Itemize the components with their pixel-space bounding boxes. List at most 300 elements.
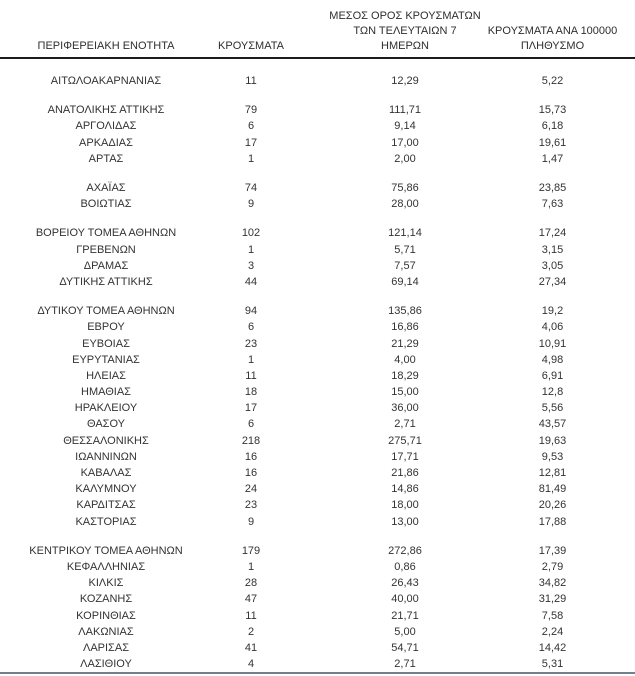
cases-per-100000-value: 2,24 [541, 625, 564, 638]
cases-per-100000-value-cell [520, 465, 635, 481]
cases-per-100000-value: 6,91 [541, 369, 564, 382]
cases-value-cell [212, 196, 290, 212]
regional-unit-name-cell [0, 543, 212, 559]
table-row [0, 449, 635, 465]
table-row [0, 575, 635, 591]
cases-per-100000-value-cell [520, 575, 635, 591]
regional-unit-name: ΚΟΡΙΝΘΙΑΣ [76, 609, 136, 622]
cases-per-100000-value-cell [520, 303, 635, 319]
regional-unit-name: ΚΕΝΤΡΙΚΟΥ ΤΟΜΕΑ ΑΘΗΝΩΝ [29, 544, 183, 557]
column-header-regional-unit [0, 39, 212, 54]
7day-average-value-cell [290, 575, 520, 591]
cases-value-cell [212, 258, 290, 274]
regional-unit-name-cell [0, 384, 212, 400]
cases-value: 74 [244, 182, 258, 195]
regional-unit-name-cell [0, 591, 212, 607]
cases-per-100000-value-cell [520, 481, 635, 497]
cases-per-100000-value: 81,49 [538, 483, 567, 496]
cases-value-cell [212, 543, 290, 559]
cases-value: 6 [247, 321, 255, 334]
cases-per-100000-value-cell [520, 242, 635, 258]
cases-per-100000-value-cell [520, 514, 635, 530]
cases-value-cell [212, 352, 290, 368]
region-group [0, 73, 635, 89]
regional-unit-name: ΚΕΦΑΛΛΗΝΙΑΣ [66, 560, 146, 573]
table-row [0, 384, 635, 400]
7day-average-value-cell [290, 607, 520, 623]
cases-per-100000-value-cell [520, 118, 635, 134]
cases-per-100000-value-cell [520, 656, 635, 672]
cases-value-cell [212, 335, 290, 351]
cases-value-cell [212, 575, 290, 591]
7day-average-value: 272,86 [388, 544, 422, 557]
cases-per-100000-value-cell [520, 543, 635, 559]
table-row [0, 180, 635, 196]
7day-average-value: 17,71 [391, 450, 419, 463]
7day-average-value: 135,86 [388, 305, 422, 318]
cases-value: 16 [244, 450, 258, 463]
cases-per-100000-value: 19,63 [538, 434, 567, 447]
cases-value-cell [212, 400, 290, 416]
regional-unit-name: ΚΑΡΔΙΤΣΑΣ [76, 499, 136, 512]
7day-average-value-cell [290, 481, 520, 497]
7day-average-value-cell [290, 73, 520, 89]
7day-average-value-cell [290, 102, 520, 118]
regional-unit-name-cell [0, 335, 212, 351]
cases-per-100000-value: 12,8 [541, 386, 564, 399]
table-row [0, 656, 635, 672]
7day-average-value-cell [290, 319, 520, 335]
cases-value: 23 [244, 337, 258, 350]
cases-per-100000-value: 4,98 [541, 353, 564, 366]
cases-per-100000-value: 1,47 [541, 152, 564, 165]
regional-unit-name-cell [0, 640, 212, 656]
region-group [0, 543, 635, 673]
7day-average-value: 13,00 [391, 515, 419, 528]
cases-value: 11 [245, 609, 257, 622]
7day-average-value-cell [290, 384, 520, 400]
table-row [0, 319, 635, 335]
regional-unit-name-cell [0, 225, 212, 241]
7day-average-value: 75,86 [391, 182, 419, 195]
cases-value-cell [212, 481, 290, 497]
cases-per-100000-value: 5,22 [541, 75, 564, 88]
cases-value-cell [212, 225, 290, 241]
cases-value: 1 [247, 353, 255, 366]
table-row [0, 514, 635, 530]
column-header-cases [212, 39, 290, 54]
7day-average-value-cell [290, 118, 520, 134]
regional-unit-name-cell [0, 607, 212, 623]
7day-average-value-cell [290, 335, 520, 351]
cases-per-100000-value-cell [520, 180, 635, 196]
7day-average-value: 28,00 [391, 198, 419, 211]
7day-average-value-cell [290, 591, 520, 607]
regional-unit-name: ΛΑΚΩΝΙΑΣ [78, 625, 134, 638]
cases-per-100000-value-cell [520, 335, 635, 351]
regional-unit-name-cell [0, 575, 212, 591]
7day-average-value: 69,14 [391, 275, 419, 288]
cases-value-cell [212, 180, 290, 196]
regional-unit-name: ΕΒΡΟΥ [87, 321, 125, 334]
cases-per-100000-value-cell [520, 352, 635, 368]
regional-unit-name: ΑΡΓΟΛΙΔΑΣ [75, 120, 137, 133]
7day-average-value-cell [290, 416, 520, 432]
regional-unit-name-cell [0, 135, 212, 151]
cases-per-100000-value: 3,15 [541, 243, 564, 256]
7day-average-value-cell [290, 543, 520, 559]
cases-per-100000-value: 27,34 [538, 275, 567, 288]
7day-average-value: 5,00 [394, 625, 416, 638]
regional-unit-name-cell [0, 258, 212, 274]
cases-value: 44 [244, 275, 258, 288]
7day-average-value: 2,00 [394, 152, 416, 165]
7day-average-value: 18,00 [391, 499, 419, 512]
regional-unit-name: ΔΡΑΜΑΣ [83, 259, 129, 272]
cases-value: 9 [247, 198, 255, 211]
cases-per-100000-value: 34,82 [538, 577, 567, 590]
7day-average-value: 275,71 [388, 434, 422, 447]
cases-value-cell [212, 73, 290, 89]
7day-average-value-cell [290, 180, 520, 196]
7day-average-value-cell [290, 352, 520, 368]
7day-average-value: 0,86 [394, 560, 416, 573]
cases-per-100000-value: 17,88 [538, 515, 567, 528]
cases-value-cell [212, 497, 290, 513]
cases-per-100000-value-cell [520, 368, 635, 384]
cases-value: 23 [244, 499, 258, 512]
cases-per-100000-value-cell [520, 640, 635, 656]
table-row [0, 196, 635, 212]
regional-unit-name: ΕΥΒΟΙΑΣ [82, 337, 130, 350]
regional-unit-name-cell [0, 497, 212, 513]
regional-unit-name-cell [0, 274, 212, 290]
cases-value: 28 [244, 577, 258, 590]
regional-unit-name: ΚΑΒΑΛΑΣ [80, 467, 132, 480]
table-row [0, 352, 635, 368]
7day-average-value: 2,71 [394, 418, 416, 431]
cases-per-100000-value-cell [520, 319, 635, 335]
cases-per-100000-value-cell [520, 274, 635, 290]
7day-average-value-cell [290, 433, 520, 449]
cases-value-cell [212, 559, 290, 575]
table-row [0, 368, 635, 384]
cases-value: 4 [247, 658, 255, 671]
cases-per-100000-value-cell [520, 416, 635, 432]
cases-per-100000-value: 23,85 [538, 182, 567, 195]
cases-value: 3 [247, 259, 255, 272]
7day-average-value-cell [290, 274, 520, 290]
table-row [0, 274, 635, 290]
7day-average-value: 54,71 [391, 641, 419, 654]
cases-per-100000-value: 2,79 [541, 560, 564, 573]
cases-per-100000-value: 17,39 [538, 544, 567, 557]
cases-per-100000-value: 20,26 [538, 499, 567, 512]
regional-unit-name: ΛΑΡΙΣΑΣ [82, 641, 129, 654]
cases-value: 218 [241, 434, 261, 447]
7day-average-value: 36,00 [391, 402, 419, 415]
cases-value: 79 [244, 104, 258, 117]
table-row [0, 73, 635, 89]
table-row [0, 416, 635, 432]
regional-unit-name: ΘΕΣΣΑΛΟΝΙΚΗΣ [63, 434, 149, 447]
regional-unit-name: ΑΡΤΑΣ [88, 152, 124, 165]
7day-average-value: 4,00 [394, 353, 416, 366]
cases-per-100000-value-cell [520, 591, 635, 607]
cases-per-100000-value: 9,53 [541, 450, 564, 463]
cases-value: 41 [244, 641, 258, 654]
7day-average-value-cell [290, 135, 520, 151]
cases-value: 47 [244, 593, 258, 606]
cases-per-100000-value: 6,18 [541, 120, 564, 133]
table-row [0, 543, 635, 559]
table-row [0, 465, 635, 481]
7day-average-value: 2,71 [394, 658, 416, 671]
cases-per-100000-value-cell [520, 102, 635, 118]
region-group [0, 225, 635, 290]
regional-unit-name: ΒΟΙΩΤΙΑΣ [80, 198, 132, 211]
regional-unit-name-cell [0, 196, 212, 212]
cases-per-100000-value: 19,61 [538, 136, 567, 149]
regional-unit-name-cell [0, 368, 212, 384]
regional-unit-name-cell [0, 465, 212, 481]
cases-per-100000-value: 4,06 [541, 321, 564, 334]
regional-unit-name: ΚΟΖΑΝΗΣ [79, 593, 133, 606]
regional-unit-name: ΑΙΤΩΛΟΑΚΑΡΝΑΝΙΑΣ [50, 75, 162, 88]
regional-unit-name: ΚΙΛΚΙΣ [88, 577, 124, 590]
7day-average-value-cell [290, 465, 520, 481]
regional-unit-name: ΑΧΑΪΑΣ [86, 182, 126, 195]
cases-value: 16 [244, 467, 258, 480]
cases-per-100000-value: 5,56 [541, 402, 564, 415]
region-group [0, 303, 635, 530]
7day-average-value-cell [290, 196, 520, 212]
table-row [0, 335, 635, 351]
cases-value-cell [212, 640, 290, 656]
column-header-cases-per-100000 [487, 24, 635, 54]
7day-average-value: 5,71 [394, 243, 416, 256]
cases-value-cell [212, 303, 290, 319]
7day-average-value: 121,14 [388, 227, 422, 240]
7day-average-value: 111,71 [388, 104, 421, 117]
cases-per-100000-value-cell [520, 384, 635, 400]
regional-unit-name-cell [0, 624, 212, 640]
cases-per-100000-value-cell [520, 151, 635, 167]
cases-value: 1 [247, 243, 255, 256]
regional-unit-name: ΑΝΑΤΟΛΙΚΗΣ ΑΤΤΙΚΗΣ [47, 104, 165, 117]
7day-average-value: 21,29 [391, 337, 419, 350]
table-row [0, 497, 635, 513]
cases-value: 11 [245, 369, 257, 382]
regional-unit-name: ΒΟΡΕΙΟΥ ΤΟΜΕΑ ΑΘΗΝΩΝ [35, 227, 177, 240]
column-header-label-line: ΤΩΝ ΤΕΛΕΥΤΑΙΩΝ 7 [353, 25, 457, 37]
7day-average-value-cell [290, 303, 520, 319]
7day-average-value-cell [290, 559, 520, 575]
regional-unit-name-cell [0, 319, 212, 335]
cases-per-100000-value: 10,91 [538, 337, 567, 350]
column-header-label-line: ΠΛΗΘΥΣΜΟ [520, 40, 585, 52]
regional-unit-name: ΙΩΑΝΝΙΝΩΝ [75, 450, 137, 463]
table-row [0, 559, 635, 575]
cases-value-cell [212, 433, 290, 449]
cases-value: 102 [241, 227, 261, 240]
7day-average-value-cell [290, 624, 520, 640]
7day-average-value: 15,00 [391, 386, 419, 399]
cases-value: 94 [244, 305, 258, 318]
cases-value: 24 [244, 483, 258, 496]
cases-per-100000-value-cell [520, 196, 635, 212]
7day-average-value-cell [290, 449, 520, 465]
table-row [0, 151, 635, 167]
table-row [0, 135, 635, 151]
regional-unit-name-cell [0, 180, 212, 196]
column-header-label-line: ΗΜΕΡΩΝ [381, 40, 429, 52]
cases-value-cell [212, 624, 290, 640]
regional-unit-name-cell [0, 400, 212, 416]
cases-value-cell [212, 514, 290, 530]
cases-value: 6 [247, 418, 255, 431]
cases-value-cell [212, 319, 290, 335]
7day-average-value: 17,00 [391, 136, 419, 149]
table-row [0, 225, 635, 241]
regional-unit-name-cell [0, 242, 212, 258]
7day-average-value: 9,14 [394, 120, 416, 133]
cases-per-100000-value: 7,63 [541, 198, 564, 211]
7day-average-value-cell [290, 400, 520, 416]
regional-unit-name: ΗΛΕΙΑΣ [86, 369, 126, 382]
cases-value: 2 [247, 625, 255, 638]
7day-average-value: 40,00 [391, 593, 419, 606]
cases-per-100000-value-cell [520, 135, 635, 151]
7day-average-value: 12,29 [391, 75, 419, 88]
cases-per-100000-value: 43,57 [538, 418, 567, 431]
cases-per-100000-value: 14,42 [538, 641, 567, 654]
table-row [0, 607, 635, 623]
cases-per-100000-value-cell [520, 433, 635, 449]
cases-value: 9 [247, 515, 255, 528]
cases-value-cell [212, 656, 290, 672]
regional-unit-name: ΓΡΕΒΕΝΩΝ [76, 243, 136, 256]
regional-unit-name: ΑΡΚΑΔΙΑΣ [79, 136, 133, 149]
cases-value-cell [212, 449, 290, 465]
cases-per-100000-value: 5,31 [541, 658, 564, 671]
table-row [0, 242, 635, 258]
regional-unit-name-cell [0, 102, 212, 118]
cases-value: 1 [247, 152, 255, 165]
cases-value-cell [212, 607, 290, 623]
regional-unit-name-cell [0, 73, 212, 89]
7day-average-value-cell [290, 514, 520, 530]
7day-average-value: 16,86 [391, 321, 419, 334]
table-row [0, 481, 635, 497]
regional-unit-name-cell [0, 151, 212, 167]
regional-unit-name-cell [0, 449, 212, 465]
regional-unit-name-cell [0, 303, 212, 319]
regional-unit-name-cell [0, 416, 212, 432]
table-row [0, 118, 635, 134]
cases-value-cell [212, 151, 290, 167]
cases-per-100000-value-cell [520, 258, 635, 274]
column-header-7day-average [290, 9, 520, 54]
cases-per-100000-value-cell [520, 225, 635, 241]
regional-unit-name-cell [0, 118, 212, 134]
column-header-label: ΠΕΡΙΦΕΡΕΙΑΚΗ ΕΝΟΤΗΤΑ [37, 40, 175, 52]
regional-unit-name: ΚΑΣΤΟΡΙΑΣ [75, 515, 137, 528]
regional-unit-name-cell [0, 559, 212, 575]
cases-per-100000-value-cell [520, 624, 635, 640]
cases-per-100000-value-cell [520, 449, 635, 465]
cases-per-100000-value: 17,24 [538, 227, 567, 240]
cases-value: 179 [241, 544, 261, 557]
cases-per-100000-value-cell [520, 559, 635, 575]
cases-per-100000-value: 7,58 [541, 609, 564, 622]
7day-average-value-cell [290, 225, 520, 241]
regional-unit-name-cell [0, 352, 212, 368]
cases-per-100000-value: 19,2 [541, 305, 564, 318]
7day-average-value-cell [290, 497, 520, 513]
table-row [0, 400, 635, 416]
cases-value-cell [212, 242, 290, 258]
regional-unit-name: ΛΑΣΙΘΙΟΥ [80, 658, 132, 671]
cases-per-100000-value-cell [520, 73, 635, 89]
cases-per-100000-value-cell [520, 497, 635, 513]
regional-unit-name: ΗΜΑΘΙΑΣ [81, 386, 131, 399]
7day-average-value: 21,86 [391, 467, 419, 480]
cases-value: 11 [245, 75, 257, 88]
7day-average-value: 26,43 [391, 577, 419, 590]
7day-average-value-cell [290, 258, 520, 274]
cases-per-100000-value: 12,81 [538, 467, 567, 480]
regional-unit-name: ΕΥΡΥΤΑΝΙΑΣ [72, 353, 140, 366]
7day-average-value-cell [290, 368, 520, 384]
cases-per-100000-value: 31,29 [538, 593, 567, 606]
column-header-label: ΚΡΟΥΣΜΑΤΑ [218, 40, 284, 52]
7day-average-value-cell [290, 640, 520, 656]
7day-average-value: 21,71 [391, 609, 419, 622]
cases-value: 6 [247, 120, 255, 133]
cases-value: 1 [247, 560, 255, 573]
table-row [0, 624, 635, 640]
regional-unit-name: ΗΡΑΚΛΕΙΟΥ [74, 402, 138, 415]
regional-unit-name: ΘΑΣΟΥ [86, 418, 126, 431]
regional-unit-name: ΔΥΤΙΚΗΣ ΑΤΤΙΚΗΣ [59, 275, 153, 288]
table-body [0, 73, 635, 672]
cases-value-cell [212, 416, 290, 432]
cases-per-100000-value-cell [520, 400, 635, 416]
table-row [0, 433, 635, 449]
cases-value-cell [212, 465, 290, 481]
cases-value: 18 [244, 386, 258, 399]
cases-value-cell [212, 591, 290, 607]
regional-unit-name-cell [0, 514, 212, 530]
cases-value-cell [212, 118, 290, 134]
7day-average-value: 18,29 [391, 369, 419, 382]
7day-average-value-cell [290, 656, 520, 672]
table-bottom-rule [0, 672, 635, 674]
table-header-row [0, 0, 635, 59]
regional-unit-name-cell [0, 656, 212, 672]
cases-value: 17 [244, 136, 258, 149]
column-header-label-line: ΜΕΣΟΣ ΟΡΟΣ ΚΡΟΥΣΜΑΤΩΝ [329, 10, 481, 22]
regional-unit-name-cell [0, 433, 212, 449]
table-row [0, 591, 635, 607]
cases-value-cell [212, 102, 290, 118]
regional-unit-name-cell [0, 481, 212, 497]
cases-per-100000-value: 15,73 [538, 104, 567, 117]
cases-value-cell [212, 368, 290, 384]
cases-value-cell [212, 274, 290, 290]
table-row [0, 258, 635, 274]
